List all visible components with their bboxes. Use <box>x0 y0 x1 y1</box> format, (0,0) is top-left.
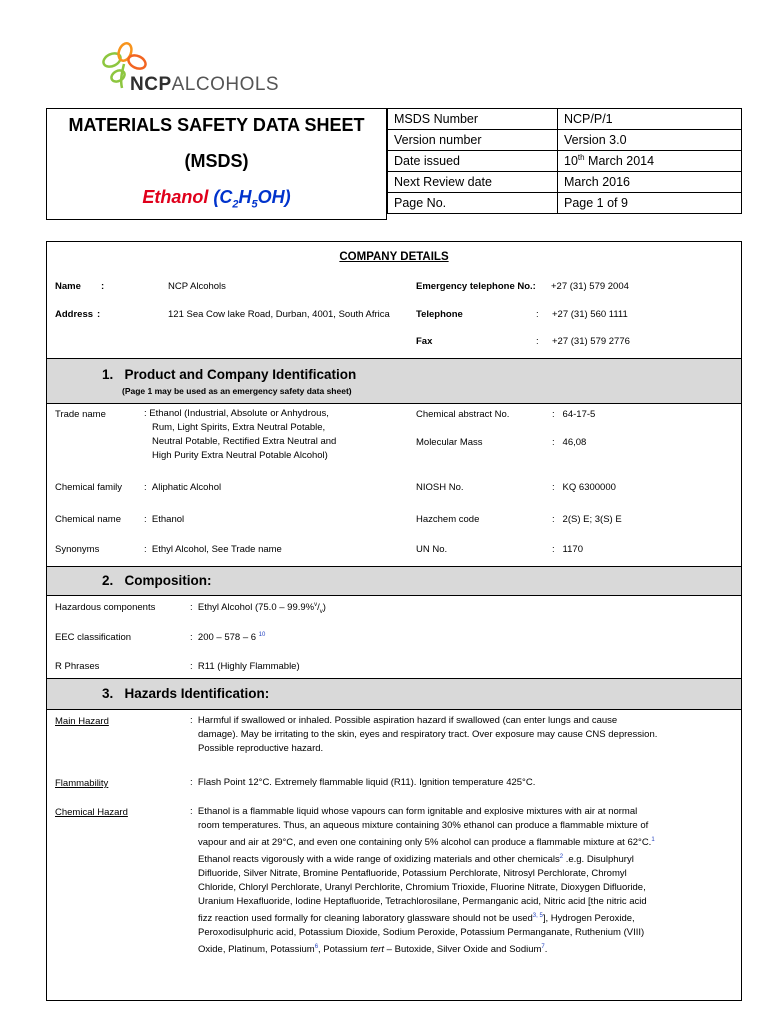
section-2-title: 2. Composition: <box>102 573 212 588</box>
table-row: MSDS Number NCP/P/1 <box>388 109 742 130</box>
emergency-label: Emergency telephone No.: <box>416 281 536 292</box>
section-3-header <box>47 678 741 710</box>
fax-value: +27 (31) 579 2776 <box>552 336 630 347</box>
emergency-phone: +27 (31) 579 2004 <box>551 281 629 292</box>
r-phrases-value: : R11 (Highly Flammable) <box>190 661 300 672</box>
name-label: Name <box>55 281 81 292</box>
un-number-label: UN No. <box>416 544 448 555</box>
hazchem-value: : 2(S) E; 3(S) E <box>552 514 622 525</box>
company-details-heading: COMPANY DETAILS <box>339 251 449 263</box>
document-title-abbr: (MSDS) <box>184 151 249 171</box>
product-title: Ethanol $(C_2H_5OH)$ <box>142 187 291 211</box>
cas-value: : 64-17-5 <box>552 409 596 420</box>
niosh-label: NIOSH No. <box>416 482 464 493</box>
document-title-box <box>46 108 387 220</box>
eec-classification-label: EEC classification <box>55 632 132 643</box>
chemical-hazard-text: : Ethanol is a flammable liquid whose vapours can form ignitable and explosive mixtures with air at normal room temperatures. Thus, an aqueous mixture containing 30% ethanol can produce a flammable mixture of vapour and air at 29°C, and even one containing only 5% alcohol can produce a flammable mixture at 62°C.$^1$ Ethanol reacts vigorously with a wide range of oxidizing materials and other chemicals$^2$ .e.g. Disulphuryl Difluoride, Silver Nitrate, Bromine Pentafluoride, Potassium Perchlorate, Nitrosyl Perchlorate, Chromyl Chloride, Chloryl Perchlorate, Uranyl Perchlorite, Chromium Trioxide, Fluorine Nitrate, Dioxygen Difluoride, Uranium Hexafluoride, Iodine Heptafluoride, Tetrachlorosilane, Permanganic acid, Nitric acid [the nitric acid fizz reaction used formally for cleaning laboratory glassware should not be used$^{3, 5}$], Hydrogen Peroxide, Peroxodisulphuric acid, Potassium Dioxide, Sodium Peroxide, Potassium Permanganate, Ruthenium (VIII) Oxide, Platinum, Potassium$^6$, Potassium tert – Butoxide, Silver Oxide and Sodium$^7$. <box>190 806 655 956</box>
molecular-mass-label: Molecular Mass <box>416 437 483 448</box>
hazardous-components-label: Hazardous components <box>55 602 156 613</box>
table-row: Date issued 10th March 2014 <box>388 151 742 172</box>
chemical-hazard-label: Chemical Hazard <box>55 807 128 818</box>
table-row: Next Review date March 2016 <box>388 172 742 193</box>
un-number-value: : 1170 <box>552 544 583 555</box>
section-1-subtitle: (Page 1 may be used as an emergency safety data sheet) <box>122 386 352 396</box>
address-label: Address <box>55 309 94 320</box>
synonyms-value: : Ethyl Alcohol, See Trade name <box>144 544 282 555</box>
trade-name-label: Trade name <box>55 409 106 420</box>
eec-classification-value: : 200 – 578 – 6 $^{10}$ <box>190 632 266 644</box>
chemical-family-value: : Aliphatic Alcohol <box>144 482 222 493</box>
section-1-title: 1. Product and Company Identification <box>102 367 357 382</box>
chemical-name-label: Chemical name <box>55 514 121 525</box>
msds-body: COMPANY DETAILS Name : NCP Alcohols Emergency telephone No.: +27 (31) 579 2004 Address : 121 Sea Cow lake Road, Durban, 4001, South Africa Telephone : +27 (31) 560 1111 Fax : +27 (31) 579 2776 1. Product and Company Identification (Page 1 may be used as an emergency safety data sheet) Trade name : Ethanol (Industrial, Absolute or Anhydrous, Rum, Light Spirits, Extra Neutral Potable, Neutral Potable, Rectified Extra Neutral and High Purity Extra Neutral Potable Alcohol) Chemical abstract No. : 64-17-5 Molecular Mass : 46,08 Chemical family : Aliphatic Alcohol NIOSH No. : KQ 6300000 Chemical name : Ethanol Hazchem code : 2(S) E; 3(S) E Synonyms : Ethyl Alcohol, See Trade name UN No. : 1170 2. Composition: Hazardous components : Ethyl Alcohol $(75.0 - 99.9\%^v/_v)$ EEC classification : 200 – 578 – 6 $^{10}$ R Phrases : R11 (Highly Flammable) 3. Hazards Identification: Main Hazard : Harmful if swallowed or inhaled. Possible aspiration hazard if swallowed (can enter lungs and cause damage). May be irritating to the skin, eyes and respiratory tract. Over exposure may cause CNS depression. Possible reproductive hazard. Flammability : Flash Point 12°C. Extremely flammable liquid (R11). Ignition temperature 425°C. Chemical Hazard : Ethanol is a flammable liquid whose vapours can form ignitable and explosive mixtures with air at normal room temperatures. Thus, an aqueous mixture containing 30% ethanol can produce a flammable mixture of vapour and air at 29°C, and even one containing only 5% alcohol can produce a flammable mixture at 62°C.$^1$ Ethanol reacts vigorously with a wide range of oxidizing materials and other chemicals$^2$ .e.g. Disulphuryl Difluoride, Silver Nitrate, Bromine Pentafluoride, Potassium Perchlorate, Nitrosyl Perchlorate, Chromyl Chloride, Chloryl Perchlorate, Uranyl Perchlorite, Chromium Trioxide, Fluorine Nitrate, Dioxygen Difluoride, Uranium Hexafluoride, Iodine Heptafluoride, Tetrachlorosilane, Permanganic acid, Nitric acid [the nitric acid fizz reaction used formally for cleaning laboratory glassware should not be used$^{3, 5}$], Hydrogen Peroxide, Peroxodisulphuric acid, Potassium Dioxide, Sodium Peroxide, Potassium Permanganate, Ruthenium (VIII) Oxide, Platinum, Potassium$^6$, Potassium tert – Butoxide, Silver Oxide and Sodium$^7$. <box>46 241 742 1001</box>
chemical-family-label: Chemical family <box>55 482 123 493</box>
company-address: 121 Sea Cow lake Road, Durban, 4001, South Africa <box>168 309 390 320</box>
trade-name-value: : Ethanol (Industrial, Absolute or Anhydrous, Rum, Light Spirits, Extra Neutral Potable, Neutral Potable, Rectified Extra Neutral and High Purity Extra Neutral Potable Alcohol) <box>144 408 337 461</box>
chemical-name-value: : Ethanol <box>144 514 185 525</box>
telephone-label: Telephone <box>416 309 463 320</box>
document-title: MATERIALS SAFETY DATA SHEET <box>68 115 365 135</box>
document-meta-table <box>387 108 742 214</box>
r-phrases-label: R Phrases <box>55 661 100 672</box>
table-row: Version number Version 3.0 <box>388 130 742 151</box>
cas-label: Chemical abstract No. <box>416 409 510 420</box>
logo-wordmark: NCPALCOHOLS <box>130 74 280 95</box>
section-3-title: 3. Hazards Identification: <box>102 686 270 701</box>
niosh-value: : KQ 6300000 <box>552 482 616 493</box>
hazchem-label: Hazchem code <box>416 514 480 525</box>
flammability-text: : Flash Point 12°C. Extremely flammable liquid (R11). Ignition temperature 425°C. <box>190 777 536 788</box>
synonyms-label: Synonyms <box>55 544 100 555</box>
table-row: Page No. Page 1 of 9 <box>388 193 742 214</box>
molecular-mass-value: : 46,08 <box>552 437 587 448</box>
telephone-value: +27 (31) 560 1111 <box>552 309 628 320</box>
section-1-header <box>47 358 741 404</box>
main-hazard-text: : Harmful if swallowed or inhaled. Possible aspiration hazard if swallowed (can enter lungs and cause damage). May be irritating to the skin, eyes and respiratory tract. Over exposure may cause CNS depression. Possible reproductive hazard. <box>190 715 658 754</box>
company-name: NCP Alcohols <box>168 281 226 292</box>
fax-label: Fax <box>416 336 433 347</box>
main-hazard-label: Main Hazard <box>55 716 109 727</box>
flammability-label: Flammability <box>55 778 109 789</box>
section-2-header <box>47 566 741 596</box>
hazardous-components-value: : Ethyl Alcohol $(75.0 - 99.9\%^v/_v)$ <box>190 602 326 616</box>
